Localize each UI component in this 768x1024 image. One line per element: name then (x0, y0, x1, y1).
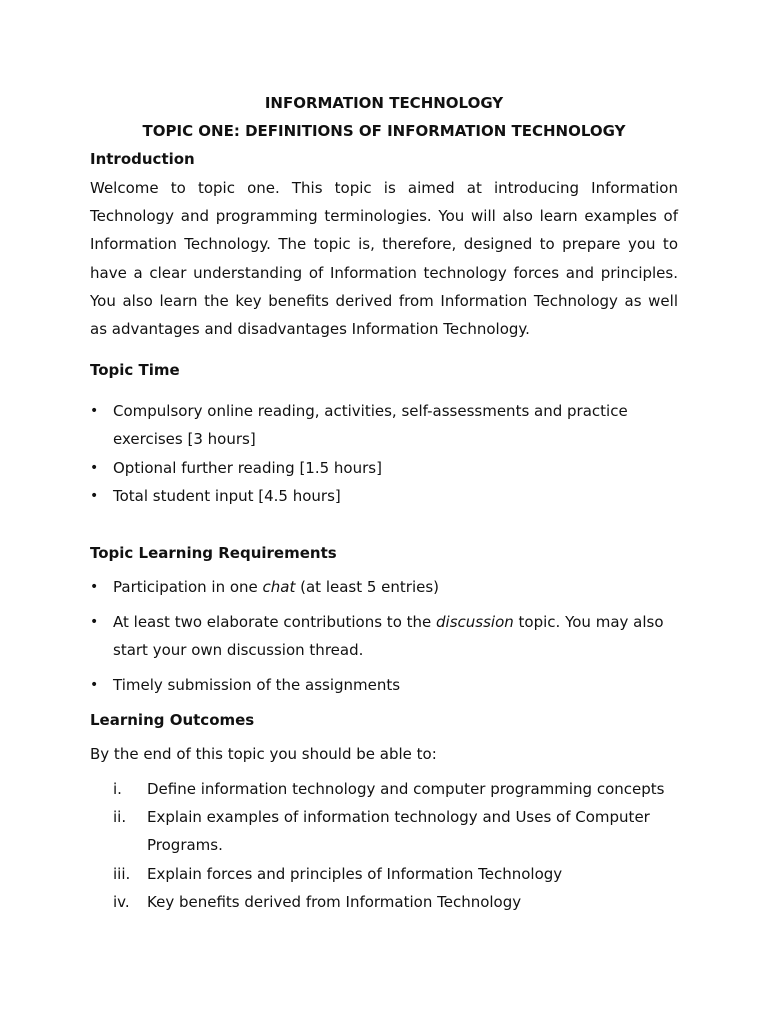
document-subtitle: TOPIC ONE: DEFINITIONS OF INFORMATION TECHNOLOGY (142, 122, 626, 140)
bullet-icon: • (90, 403, 99, 419)
topic-time-item: Optional further reading [1.5 hours] (113, 459, 382, 477)
document-title: INFORMATION TECHNOLOGY (264, 94, 504, 112)
requirement-item: Participation in one chat (at least 5 entries) (113, 578, 440, 596)
requirement-item: Timely submission of the assignments (113, 676, 401, 694)
outcome-number: ii. (113, 808, 127, 826)
topic-time-item: Total student input [4.5 hours] (113, 487, 341, 505)
bullet-icon: • (90, 460, 99, 476)
outcomes-intro: By the end of this topic you should be able to: (90, 745, 437, 763)
learning-outcomes-heading: Learning Outcomes (90, 711, 255, 729)
bullet-icon: • (90, 614, 99, 630)
topic-time-item: Compulsory online reading, activities, self-assessments and practice exercises [3 hours] (113, 402, 628, 448)
outcome-text: Explain examples of information technology and Uses of Computer Programs. (147, 808, 650, 854)
bullet-icon: • (90, 677, 99, 693)
introduction-heading: Introduction (90, 150, 195, 168)
requirement-item: At least two elaborate contributions to the discussion topic. You may also start your own discussion thread. (113, 613, 664, 659)
outcome-text: Key benefits derived from Information Technology (147, 893, 522, 911)
bullet-icon: • (90, 488, 99, 504)
introduction-paragraph: Welcome to topic one. This topic is aimed at introducing Information Technology and programming terminologies. You will also learn examples of Information Technology. The topic is, therefore, designed to prepare you to have a clear understanding of Information technology forces and principles. You also learn the key benefits derived from Information Technology as well as advantages and disadvantages Information Technology. (90, 179, 678, 339)
bullet-icon: • (90, 579, 99, 595)
topic-time-heading: Topic Time (90, 361, 180, 379)
outcome-text: Explain forces and principles of Information Technology (147, 865, 563, 883)
outcome-number: iii. (113, 865, 131, 883)
outcome-number: i. (113, 780, 122, 798)
outcome-text: Define information technology and computer programming concepts (147, 780, 665, 798)
outcome-number: iv. (113, 893, 130, 911)
requirements-heading: Topic Learning Requirements (90, 544, 337, 562)
